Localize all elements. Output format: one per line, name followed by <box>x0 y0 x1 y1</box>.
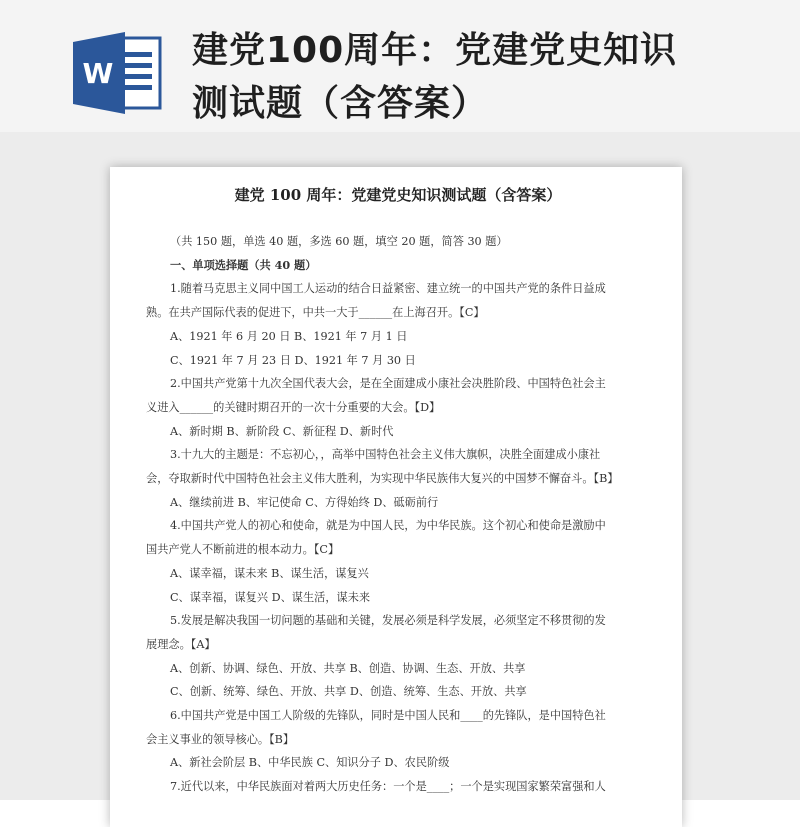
doc-line: 1.随着马克思主义同中国工人运动的结合日益紧密、建立统一的中国共产党的条件日益成 <box>170 282 606 296</box>
doc-line: C、谋幸福，谋复兴 D、谋生活，谋未来 <box>170 590 371 604</box>
document-content <box>146 185 650 799</box>
doc-line: （共 150 题，单选 40 题，多选 60 题，填空 20 题，简答 30 题） <box>170 235 508 248</box>
word-icon <box>70 30 165 115</box>
document-title: 建党 100 周年：党建党史知识测试题（含答案） <box>234 186 562 204</box>
doc-line: A、新时期 B、新阶段 C、新征程 D、新时代 <box>170 424 394 438</box>
doc-line: A、继续前进 B、牢记使命 C、方得始终 D、砥砺前行 <box>170 495 439 509</box>
doc-line: 4.中国共产党人的初心和使命，就是为中国人民，为中华民族。这个初心和使命是激励中 <box>170 519 606 533</box>
doc-line: 展理念。【A】 <box>146 637 216 651</box>
doc-line: 6.中国共产党是中国工人阶级的先锋队，同时是中国人民和____的先锋队，是中国特色社 <box>170 709 606 723</box>
doc-line: 义进入______的关键时期召开的一次十分重要的大会。【D】 <box>146 400 441 414</box>
doc-line: C、创新、统筹、绿色、开放、共享 D、创造、统筹、生态、开放、共享 <box>170 685 527 699</box>
doc-line: C、1921 年 7 月 23 日 D、1921 年 7 月 30 日 <box>170 353 416 367</box>
header-title <box>192 24 772 130</box>
header-title-line-2: 测试题（含答案） <box>192 83 489 124</box>
doc-line: 2.中国共产党第十九次全国代表大会，是在全面建成小康社会决胜阶段、中国特色社会主 <box>170 377 606 391</box>
doc-line: 熟。在共产国际代表的促进下，中共一大于______在上海召开。【C】 <box>146 306 485 320</box>
doc-line: A、谋幸福，谋未来 B、谋生活，谋复兴 <box>170 566 369 580</box>
doc-line: A、创新、协调、绿色、开放、共享 B、创造、协调、生态、开放、共享 <box>170 661 526 675</box>
doc-line: 5.发展是解决我国一切问题的基础和关键，发展必须是科学发展，必须坚定不移贯彻的发 <box>170 614 606 628</box>
header-title-line-1: 建党100周年：党建党史知识 <box>192 30 678 71</box>
doc-line: 7.近代以来，中华民族面对着两大历史任务：一个是____；一个是实现国家繁荣富强和人 <box>170 780 606 794</box>
doc-line: A、1921 年 6 月 20 日 B、1921 年 7 月 1 日 <box>170 329 408 343</box>
document-page <box>110 167 682 827</box>
header-banner <box>0 0 800 132</box>
doc-line: 3.十九大的主题是：不忘初心，，高举中国特色社会主义伟大旗帜，决胜全面建成小康社 <box>170 448 601 462</box>
doc-line: 会，夺取新时代中国特色社会主义伟大胜利，为实现中华民族伟大复兴的中国梦不懈奋斗。【B】 <box>146 472 619 486</box>
doc-line: 国共产党人不断前进的根本动力。【C】 <box>146 543 340 557</box>
doc-line: A、新社会阶层 B、中华民族 C、知识分子 D、农民阶级 <box>170 756 450 770</box>
doc-line: 会主义事业的领导核心。【B】 <box>146 732 295 746</box>
section-heading: 一、单项选择题（共 40 题） <box>170 257 317 272</box>
svg-text:W: W <box>82 57 114 90</box>
